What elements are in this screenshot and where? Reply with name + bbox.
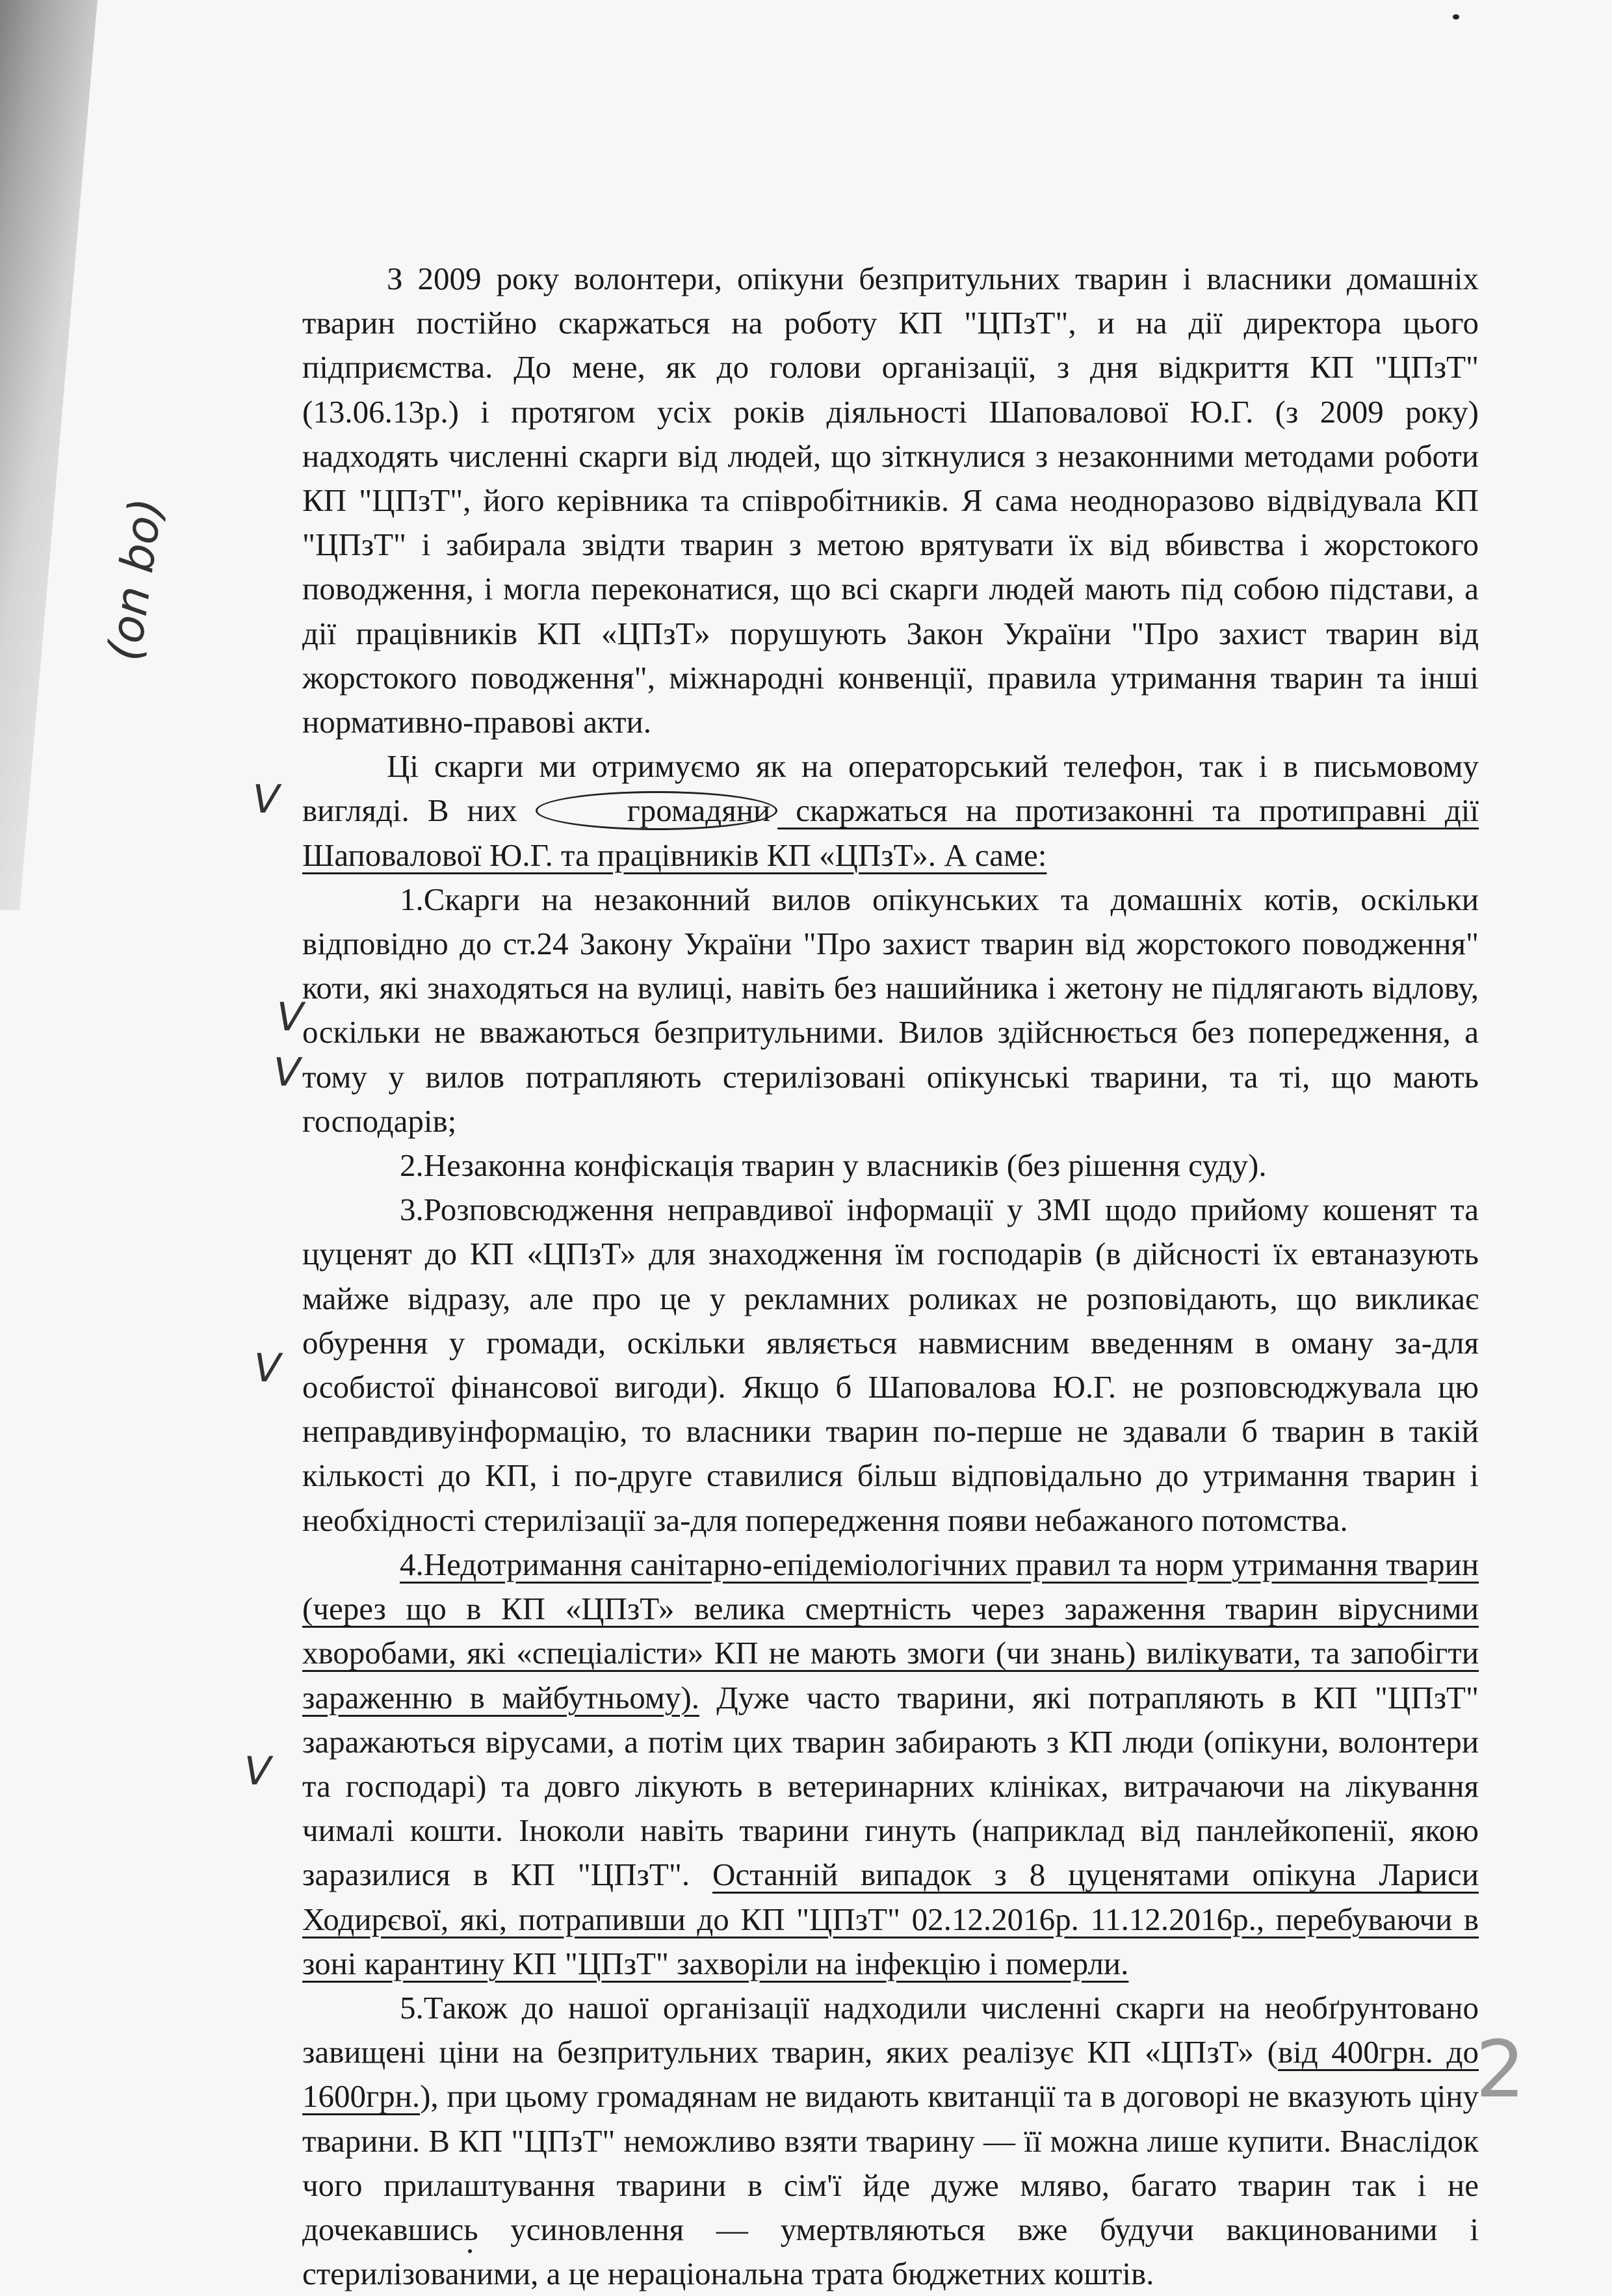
handwritten-checkmark: V <box>247 777 284 822</box>
underlined-text: скаржаться на протизаконні та протиправні дії Шаповалової Ю.Г. та працівників КП «ЦПзТ». А саме: <box>302 792 1479 873</box>
complaint-item-4-text: Дуже часто тварини, які потрапляють в КП "ЦПзТ" заражаються вірусами, а потім цих тварин забирають з КП люди (опікуни, волонтери та господарі) та довго лікують в ветеринарних клініках, витрачаючи на лікування чималі кошти. Іноколи навіть тварини гинуть (наприклад від панлейкопенії, якою заразилися в КП "ЦПзТ". <box>302 1679 1479 1893</box>
underlined-text: 4.Недотримання санітарно-епідеміологічних правил та норм утримання тварин (через що в КП «ЦПзТ» велика смертність через зараження тварин вірусними хворобами, які «спеціалісти» КП не мають змоги (чи знань) вилікувати, та запобігти зараженню в майбутньому). <box>302 1546 1479 1715</box>
handwritten-checkmark: V <box>271 995 308 1040</box>
handwritten-page-number: 2 <box>1476 2025 1526 2115</box>
handwritten-checkmark: V <box>248 1346 285 1391</box>
complaint-item-2: 2.Незаконна конфіскація тварин у власників (без рішення суду). <box>400 1147 1267 1184</box>
paragraph-complaints <box>302 744 1479 878</box>
underlined-text: Останній випадок з 8 цуценятами опікуна Лариси Ходирєвої, які, потрапивши до КП "ЦПзТ" 02.12.2016р. 11.12.2016р., перебуваючи в зоні карантину КП "ЦПзТ" захворіли на інфекцію і померли. <box>302 1857 1479 1981</box>
complaint-item-3: 3.Розповсюдження неправдивої інформації у ЗМІ щодо прийому кошенят та цуценят до КП «ЦПзТ» для знаходження їм господарів (в дійсності їх евтаназують майже відразу, але про це у рекламних роликах не розповідають, що викликає обурення у громади, оскільки являється навмисним введенням в оману за-для особистої фінансової вигоди). Якщо б Шаповалова Ю.Г. не розповсюджувала цю неправдивуінформацію, то власники тварин по-перше не здавали б тварин в такій кількості до КП, і по-друге ставилися більш відповідально до утримання тварин і необхідності стерилізації за-для попередження появи небажаного потомства. <box>302 1192 1479 1538</box>
handwritten-margin-note: (on bo) <box>98 495 174 664</box>
complaints-text-start: Ці скарги ми отримуємо як на операторський телефон, так і в письмовому вигляді. В них <box>302 748 1479 829</box>
circled-word: громадяни <box>536 791 778 830</box>
paragraph-intro: З 2009 року волонтери, опікуни безпритульних тварин і власники домашніх тварин постійно скаржаться на роботу КП "ЦПзТ", и на дії директора цього підприємства. До мене, як до голови організації, з дня відкриття КП "ЦПзТ" (13.06.13р.) і протягом усіх років діяльності Шаповалової Ю.Г. (з 2009 року) надходять численні скарги від людей, що зіткнулися з незаконними методами роботи КП "ЦПзТ", його керівника та співробітників. Я сама неодноразово відвідувала КП "ЦПзТ" і забирала звідти тварин з метою врятувати їх від вбивства і жорстокого поводження, і могла переконатися, що всі скарги людей мають під собою підстави, а дії працівників КП «ЦПзТ» порушують Закон України "Про захист тварин від жорстокого поводження", міжнародні конвенції, правила утримання тварин та інші нормативно-правові акти. <box>302 261 1479 740</box>
scan-shadow-edge <box>0 0 98 910</box>
complaint-item-4 <box>302 1543 1479 1986</box>
complaint-item-5-text: 5.Також до нашої організації надходили численні скарги на необґрунтовано завищені ціни на безпритульних тварин, яких реалізує КП «ЦПзТ» ( <box>302 1989 1479 2070</box>
complaint-item-5 <box>302 1986 1479 2296</box>
complaint-item-5-text-end: ), при цьому громадянам не видають квитанції та в договорі не вказують ціну тварини. В КП "ЦПзТ" неможливо взяти тварину — її можна лише купити. Внаслідок чого прилаштування тварини в сім'ї йде дуже мляво, багато тварин так і не дочекавшись усиновлення — умертвляються вже будучи вакцинованими і стерилізованими, а це нераціональна трата бюджетних коштів. <box>302 2078 1479 2292</box>
document-body <box>302 257 1479 2296</box>
scan-speck <box>1453 14 1459 20</box>
underlined-price: від 400грн. до 1600грн. <box>302 2034 1479 2115</box>
complaint-item-1: 1.Скарги на незаконний вилов опікунських та домашніх котів, оскільки відповідно до ст.24 Закону України "Про захист тварин від жорстокого поводження" коти, які знаходяться на вулиці, навіть без нашийника і жетону не підлягають відлову, оскільки не вважаються безпритульними. Вилов здійснюється без попередження, а тому у вилов потрапляють стерилізовані опікунські тварини, та ті, що мають господарів; <box>302 881 1479 1139</box>
handwritten-checkmark: V <box>268 1050 305 1095</box>
handwritten-checkmark: V <box>239 1749 276 1794</box>
